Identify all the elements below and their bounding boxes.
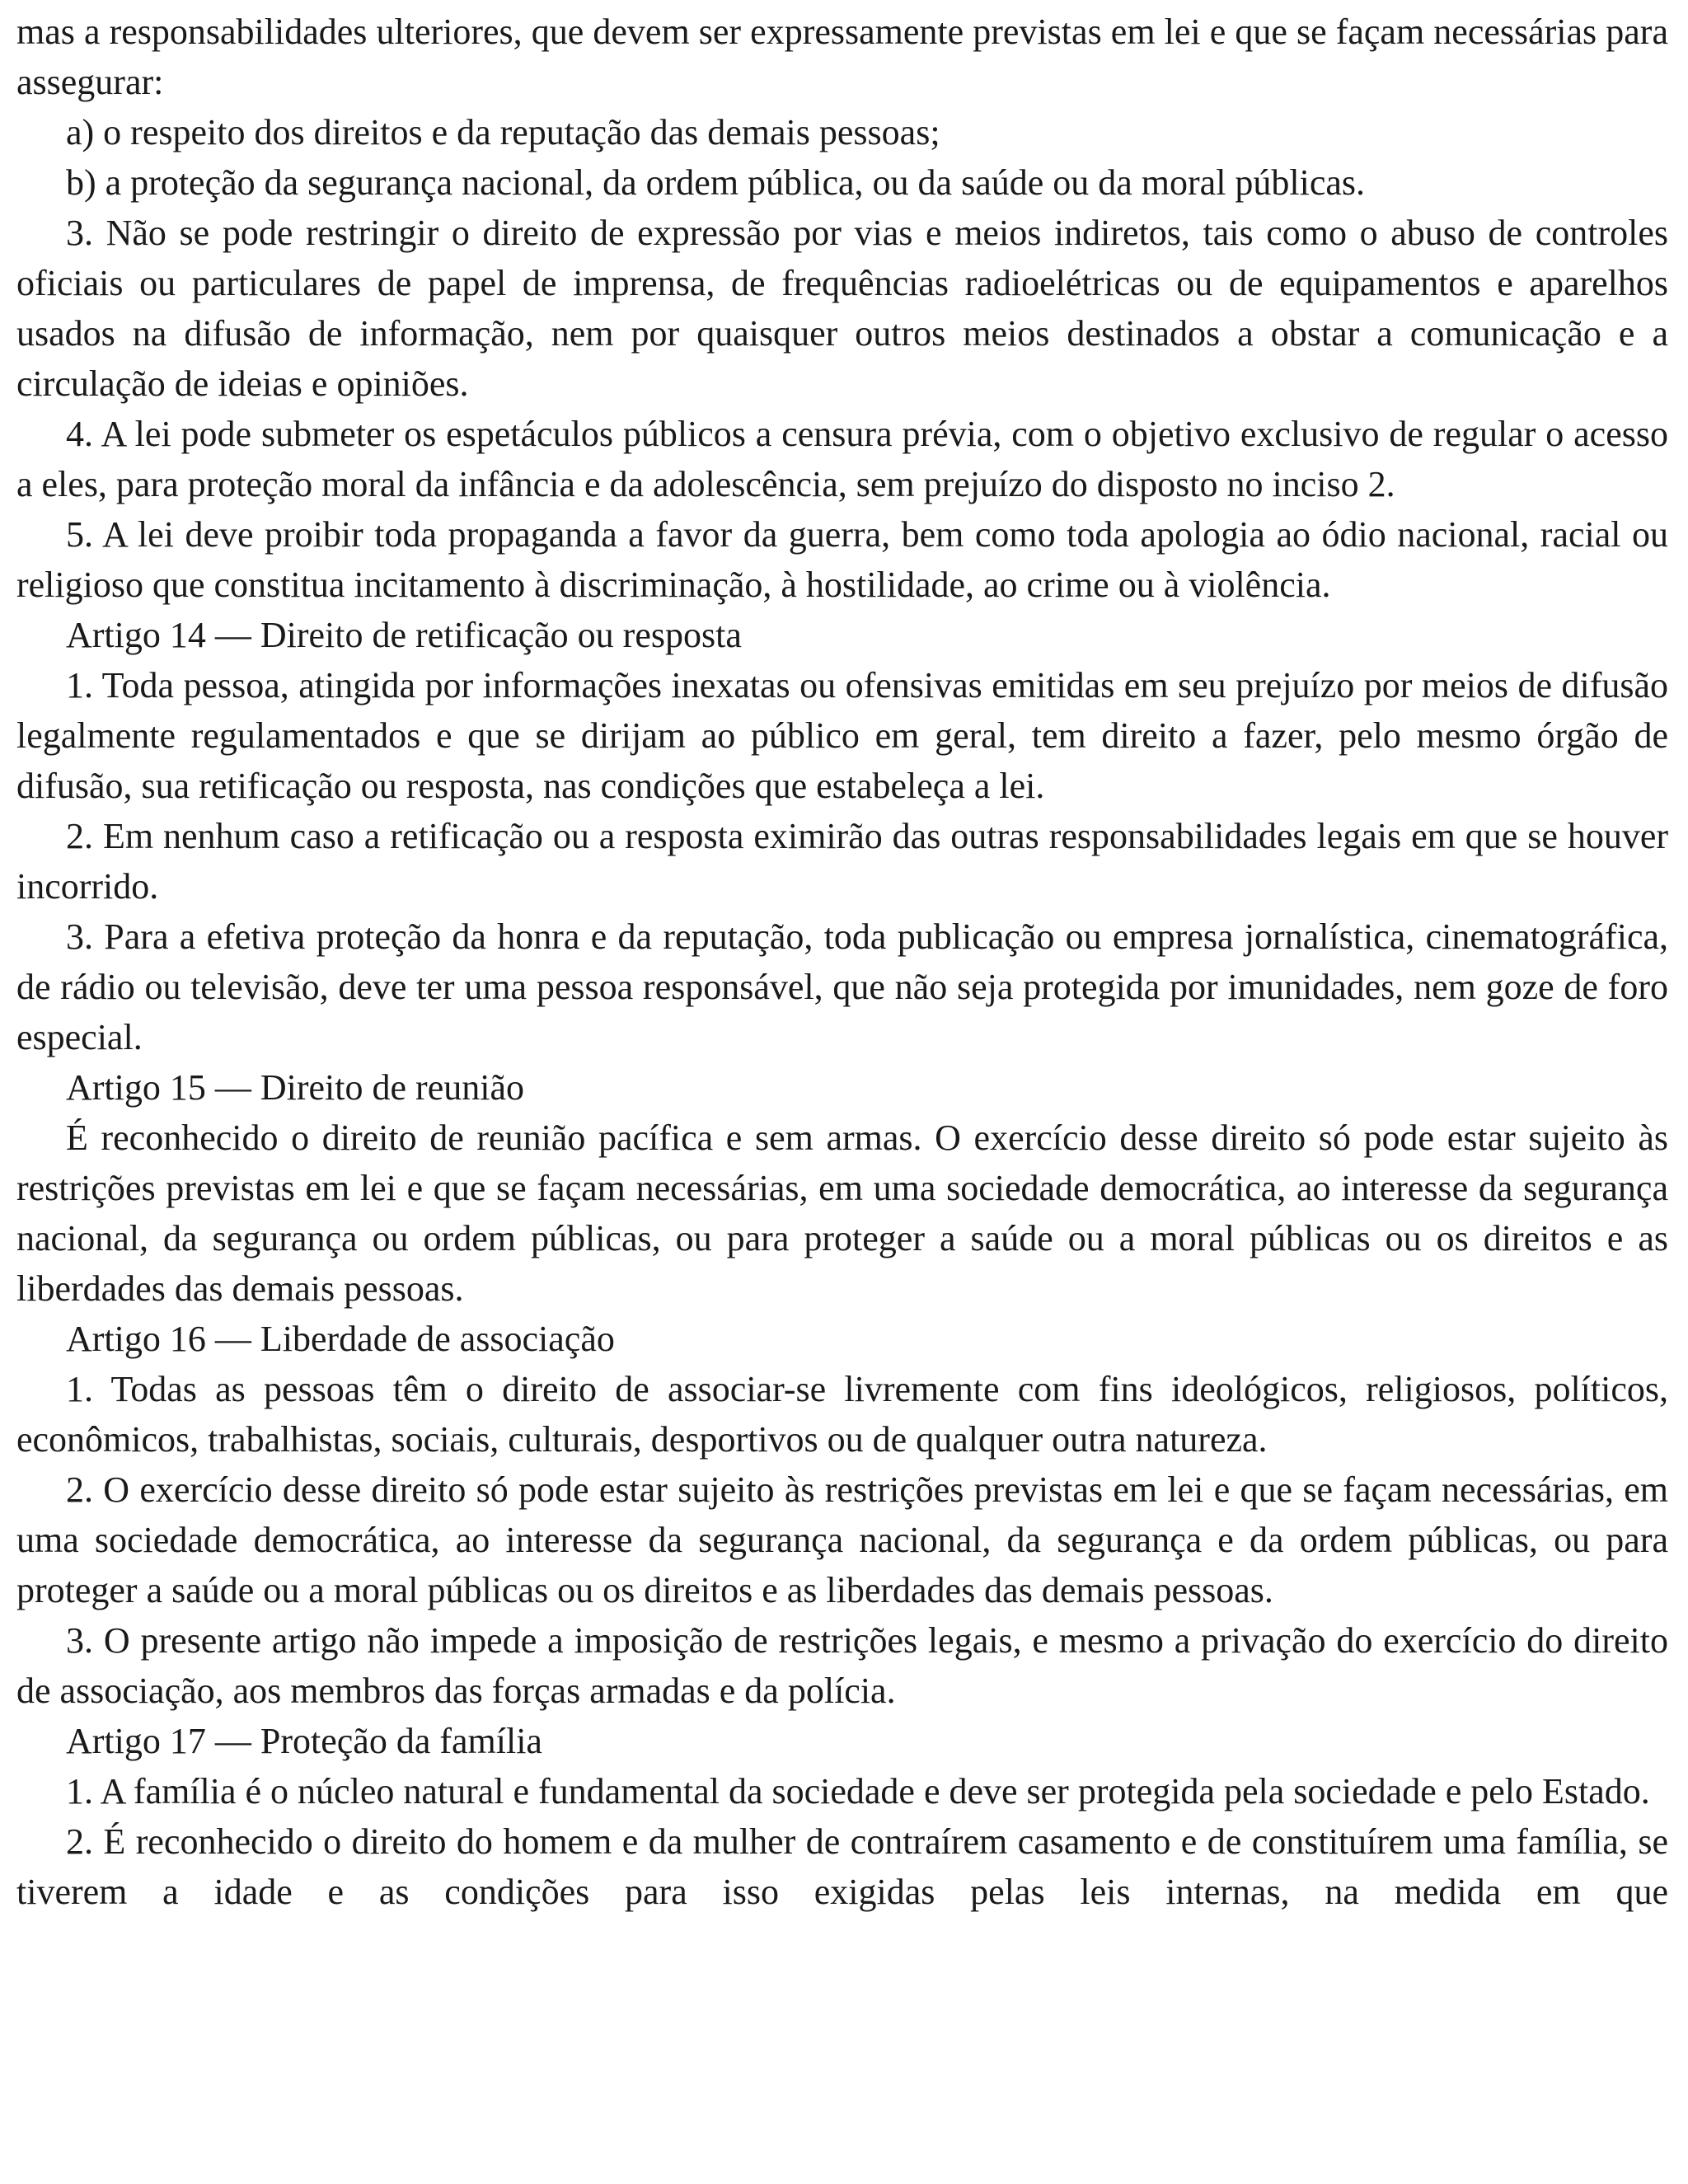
- document-body: [16, 7, 1668, 1917]
- list-item: 2. O exercício desse direito só pode estar sujeito às restrições previstas em lei e que se façam necessárias, em uma sociedade democrática, ao interesse da segurança nacional, da segurança e da ordem públicas, ou para proteger a saúde ou a moral públicas ou os direitos e as liberdades das demais pessoas.: [16, 1469, 1668, 1610]
- article-heading: Artigo 16 — Liberdade de associação: [66, 1319, 615, 1359]
- list-item: 2. Em nenhum caso a retificação ou a resposta eximirão das outras responsabilidades legais em que se houver incorrido.: [16, 816, 1668, 907]
- list-item: 3. Para a efetiva proteção da honra e da reputação, toda publicação ou empresa jornalística, cinematográfica, de rádio ou televisão, deve ter uma pessoa responsável, que não seja protegida por imunidades, nem goze de foro especial.: [16, 916, 1668, 1057]
- list-item: 2. É reconhecido o direito do homem e da mulher de contraírem casamento e de constituírem uma família, se tiverem a idade e as condições para isso exigidas pelas leis internas, na medida em que: [16, 1821, 1668, 1912]
- article-heading: Artigo 17 — Proteção da família: [66, 1721, 542, 1761]
- article-heading: Artigo 15 — Direito de reunião: [66, 1067, 524, 1108]
- list-item: a) o respeito dos direitos e da reputação das demais pessoas;: [66, 112, 940, 152]
- list-item: 3. O presente artigo não impede a imposição de restrições legais, e mesmo a privação do exercício do direito de associação, aos membros das forças armadas e da polícia.: [16, 1620, 1668, 1711]
- paragraph: mas a responsabilidades ulteriores, que devem ser expressamente previstas em lei e que se façam necessárias para assegurar:: [16, 12, 1668, 102]
- list-item: 1. Toda pessoa, atingida por informações inexatas ou ofensivas emitidas em seu prejuízo por meios de difusão legalmente regulamentados e que se dirijam ao público em geral, tem direito a fazer, pelo mesmo órgão de difusão, sua retificação ou resposta, nas condições que estabeleça a lei.: [16, 665, 1668, 806]
- list-item: 5. A lei deve proibir toda propaganda a favor da guerra, bem como toda apologia ao ódio nacional, racial ou religioso que constitua incitamento à discriminação, à hostilidade, ao crime ou à violência.: [16, 514, 1668, 605]
- list-item: 4. A lei pode submeter os espetáculos públicos a censura prévia, com o objetivo exclusivo de regular o acesso a eles, para proteção moral da infância e da adolescência, sem prejuízo do disposto no inciso 2.: [16, 414, 1668, 504]
- article-heading: Artigo 14 — Direito de retificação ou resposta: [66, 615, 742, 655]
- list-item: 3. Não se pode restringir o direito de expressão por vias e meios indiretos, tais como o abuso de controles oficiais ou particulares de papel de imprensa, de frequências radioelétricas ou de equipamentos e aparelhos usados na difusão de informação, nem por quaisquer outros meios destinados a obstar a comunicação e a circulação de ideias e opiniões.: [16, 213, 1668, 404]
- list-item: b) a proteção da segurança nacional, da ordem pública, ou da saúde ou da moral públicas.: [66, 162, 1366, 203]
- list-item: 1. A família é o núcleo natural e fundamental da sociedade e deve ser protegida pela sociedade e pelo Estado.: [66, 1771, 1650, 1811]
- list-item: 1. Todas as pessoas têm o direito de associar-se livremente com fins ideológicos, religiosos, políticos, econômicos, trabalhistas, sociais, culturais, desportivos ou de qualquer outra natureza.: [16, 1369, 1668, 1460]
- paragraph: É reconhecido o direito de reunião pacífica e sem armas. O exercício desse direito só pode estar sujeito às restrições previstas em lei e que se façam necessárias, em uma sociedade democrática, ao interesse da segurança nacional, da segurança ou ordem públicas, ou para proteger a saúde ou a moral públicas ou os direitos e as liberdades das demais pessoas.: [16, 1118, 1668, 1309]
